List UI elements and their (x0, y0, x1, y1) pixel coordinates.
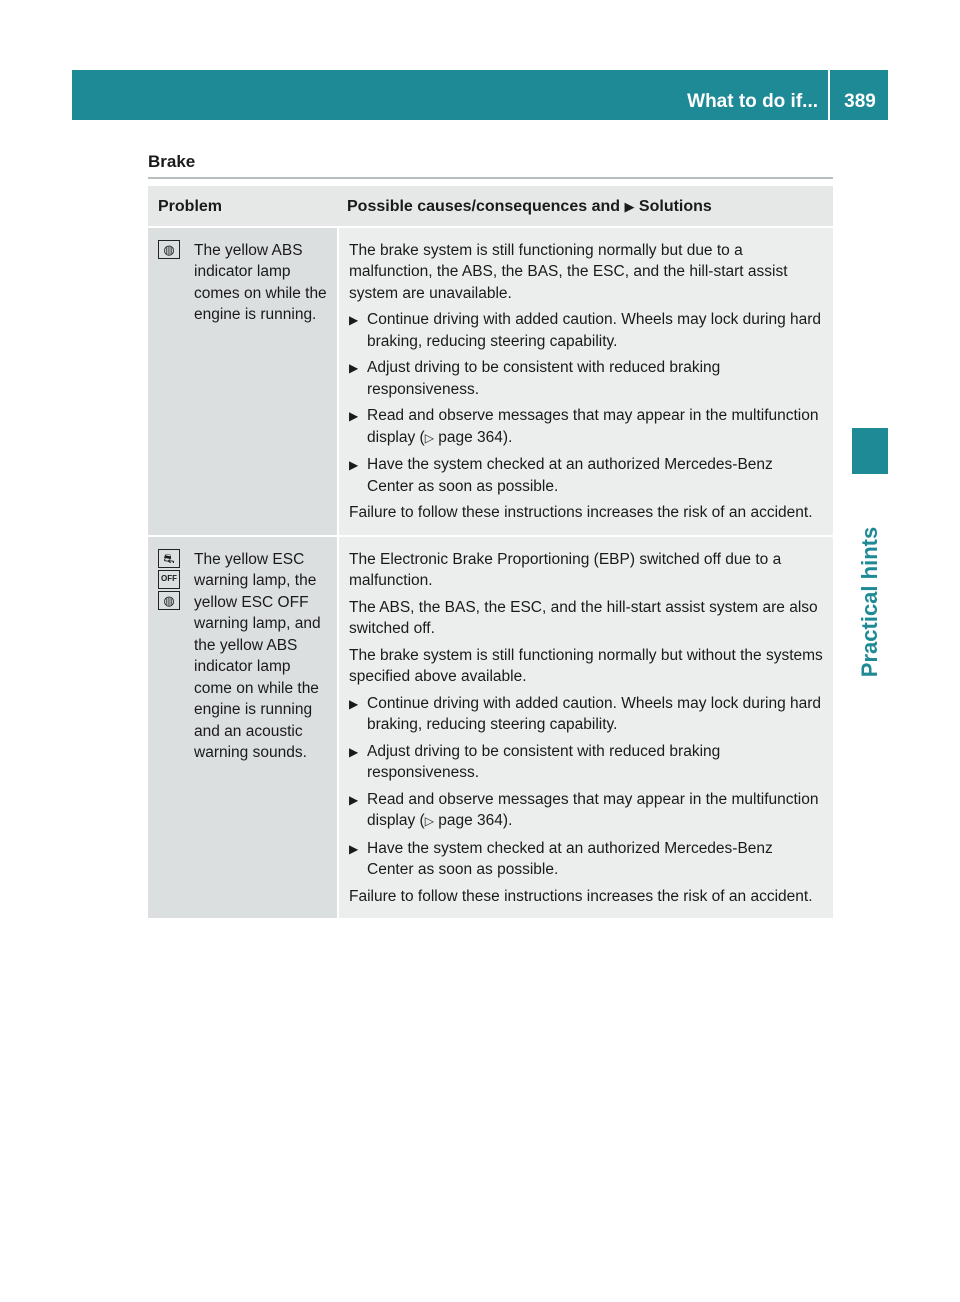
side-tab-marker (852, 428, 888, 474)
esc-off-icon: OFF (158, 570, 180, 589)
page-ref-icon: ▷ (424, 430, 434, 445)
page-ref-icon: ▷ (424, 814, 434, 828)
solution-step: ▶ Have the system checked at an authorized Mercedes-Benz Center as soon as possible. (349, 838, 823, 881)
problem-cell (148, 537, 337, 919)
risk-warning-text: Failure to follow these instructions increases the risk of an accident. (349, 504, 813, 521)
column-header-solutions-label: Solutions (638, 198, 712, 215)
solution-step: ▶ Continue driving with added caution. Wheels may lock during hard braking, reducing steering capability. (349, 693, 823, 736)
abs-indicator-icon: ◍ (158, 591, 180, 610)
column-header-problem: Problem (148, 186, 337, 228)
step-arrow-icon: ▶ (349, 458, 359, 472)
solution-step: ▶ Continue driving with added caution. Wheels may lock during hard braking, reducing steering capability. (349, 309, 823, 352)
brake-table (148, 186, 833, 918)
solution-step: ▶ Adjust driving to be consistent with reduced braking responsiveness. (349, 741, 823, 784)
cause-text: The brake system is still functioning normally but due to a malfunction, the ABS, the BAS, the ESC, and the hill-start assist system are unavailable. (349, 241, 788, 302)
section-title: Brake (148, 152, 196, 171)
solution-step: ▶ Read and observe messages that may appear in the multifunction display (▷ page 364). (349, 789, 823, 833)
section-tab-label: Practical hints (857, 526, 882, 678)
step-arrow-icon: ▶ (349, 792, 359, 807)
chapter-title: What to do if... (687, 70, 830, 120)
column-header-causes: Possible causes/consequences and (347, 198, 621, 215)
solution-cell (337, 228, 833, 537)
step-arrow-icon: ▶ (349, 409, 359, 423)
column-header-solutions (337, 186, 833, 228)
page-header (72, 70, 888, 120)
esc-warning-icon: ⛐ (158, 549, 180, 568)
solution-cell (337, 537, 833, 919)
problem-text: The yellow ESC warning lamp, the yellow ESC OFF warning lamp, and the yellow ABS indicator lamp come on while the engine is running and an acoustic warning sounds. (194, 550, 321, 761)
cause-text: The brake system is still functioning normally but without the systems specified above available. (349, 646, 823, 685)
page-number: 389 (844, 91, 876, 112)
problem-cell (148, 228, 337, 537)
solution-arrow-icon: ▶ (624, 199, 635, 214)
cause-text: The ABS, the BAS, the ESC, and the hill-start assist system are also switched off. (349, 598, 818, 637)
title-divider (148, 177, 833, 179)
table-header-row (148, 186, 833, 228)
solution-step: ▶ Read and observe messages that may appear in the multifunction display (▷ page 364). (349, 405, 823, 449)
step-arrow-icon: ▶ (349, 696, 359, 711)
solution-step: ▶ Adjust driving to be consistent with reduced braking responsiveness. (349, 357, 823, 400)
table-row (148, 537, 833, 919)
problem-text: The yellow ABS indicator lamp comes on while the engine is running. (194, 241, 327, 323)
abs-indicator-icon: ◍ (158, 240, 180, 259)
step-arrow-icon: ▶ (349, 361, 359, 375)
risk-warning-text: Failure to follow these instructions increases the risk of an accident. (349, 887, 813, 905)
solution-step: ▶ Have the system checked at an authorized Mercedes-Benz Center as soon as possible. (349, 454, 823, 497)
step-arrow-icon: ▶ (349, 313, 359, 327)
table-row (148, 228, 833, 537)
cause-text: The Electronic Brake Proportioning (EBP) switched off due to a malfunction. (349, 550, 782, 589)
step-arrow-icon: ▶ (349, 744, 359, 759)
step-arrow-icon: ▶ (349, 841, 359, 856)
